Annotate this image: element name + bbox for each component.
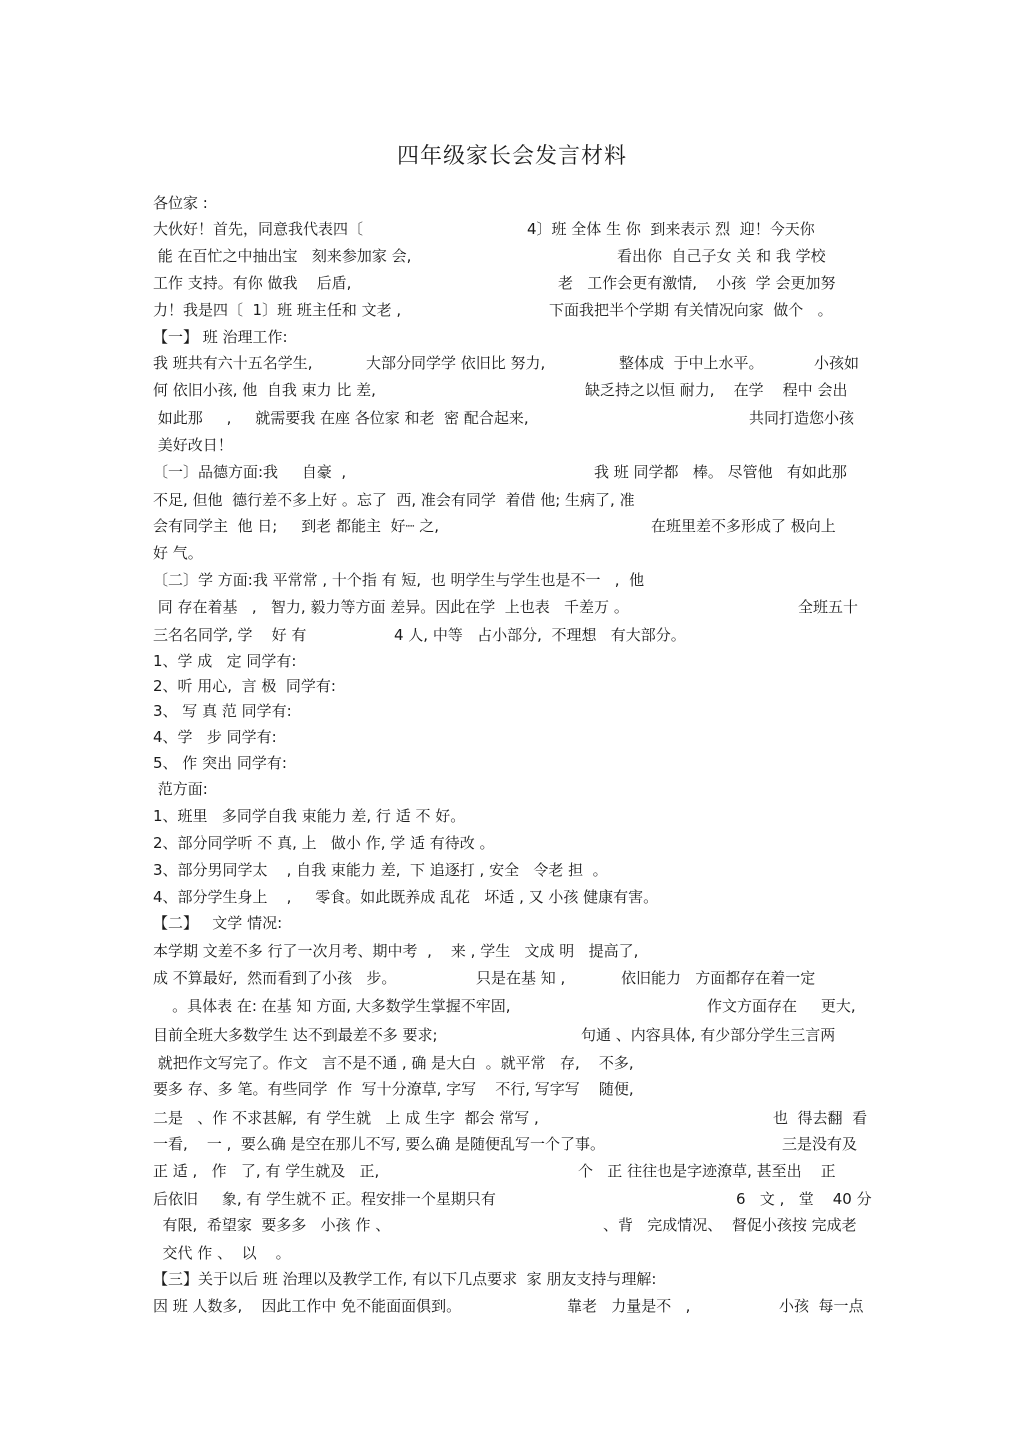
text-line — [153, 857, 873, 883]
text-line — [153, 594, 873, 620]
text-segment: 我 班 同学都 棒。 尽管他 有如此那 — [594, 463, 847, 481]
text-segment: 何 依旧小孩, 他 自我 束力 比 差, — [153, 381, 376, 399]
text-segment: 下面我把半个学期 有关情况向家 做个 。 — [549, 301, 833, 319]
text-segment: 句通 、内容具体, 有少部分学生三言两 — [581, 1026, 836, 1044]
text-line — [153, 776, 873, 802]
text-segment: 4〕班 全体 生 你 到来表示 烈 迎！今天你 — [527, 220, 815, 238]
text-segment: 看出你 自己子女 关 和 我 学校 — [617, 247, 826, 265]
text-segment: 1、学 成 定 同学有: — [153, 652, 297, 670]
text-segment: 整体成 于中上水平。 — [619, 354, 764, 372]
text-segment: 共同打造您小孩 — [749, 409, 855, 427]
text-line — [153, 1240, 873, 1266]
text-segment: 在班里差不多形成了 极向上 — [651, 517, 836, 535]
text-segment: 工作 支持。有你 做我 后盾, — [153, 274, 352, 292]
text-segment: 〔二〕学 方面:我 平常常 , 十个指 有 短, 也 明学生与学生也是不一 , 他 — [153, 571, 645, 589]
text-segment: 成 不算最好, 然而看到了小孩 步。 — [153, 969, 397, 987]
text-segment: 【二】 文学 情况: — [153, 914, 283, 932]
text-line — [153, 622, 873, 648]
text-segment: 各位家 : — [153, 194, 208, 212]
text-segment: 5、 作 突出 同学有: — [153, 754, 287, 772]
text-line — [153, 910, 873, 936]
text-segment: 小孩 每一点 — [779, 1297, 864, 1315]
text-segment: 就把作文写完了。作文 言不是不通 , 确 是大白 。就平常 存, 不多, — [153, 1054, 634, 1072]
text-segment: 会有同学主 他 日; 到老 都能主 好┈ 之, — [153, 517, 440, 535]
text-segment: 3、 写 真 范 同学有: — [153, 702, 292, 720]
text-line — [153, 405, 873, 431]
document-title: 四年级家长会发言材料 — [396, 144, 627, 169]
text-segment: 能 在百忙之中抽出宝 刻来参加家 会, — [153, 247, 412, 265]
text-segment: 〔一〕品德方面:我 自豪 , — [153, 463, 347, 481]
text-segment: 靠老 力量是不 , — [567, 1297, 691, 1315]
text-segment: 3、部分男同学太 , 自我 束能力 差, 下 追逐打 , 安全 令老 担 。 — [153, 861, 608, 879]
text-line — [153, 724, 873, 750]
text-segment: 、背 完成情况、 督促小孩按 完成老 — [603, 1216, 857, 1234]
text-segment: 6 文 , 堂 40 分 — [736, 1190, 872, 1208]
text-segment: 【一】 班 治理工作: — [153, 328, 288, 346]
text-segment: 全班五十 — [798, 598, 859, 616]
text-segment: 力！我是四〔 1〕班 班主任和 文老 , — [153, 301, 402, 319]
text-segment: 正 适 , 作 了, 有 学生就及 正, — [153, 1162, 380, 1180]
text-line — [153, 432, 873, 458]
text-segment: 目前全班大多数学生 达不到最差不多 要求; — [153, 1026, 438, 1044]
text-segment: 作文方面存在 更大, — [707, 997, 856, 1015]
text-segment: 2、部分同学听 不 真, 上 做小 作, 学 适 有待改 。 — [153, 834, 495, 852]
text-line — [153, 803, 873, 829]
text-line — [153, 243, 873, 269]
text-segment: 个 正 往往也是字迹潦草, 甚至出 正 — [578, 1162, 836, 1180]
text-segment: 老 工作会更有激情, 小孩 学 会更加努 — [558, 274, 836, 292]
text-line — [153, 965, 873, 991]
text-line — [153, 750, 873, 776]
text-segment: 4 人, 中等 占小部分, 不理想 有大部分。 — [394, 626, 686, 644]
text-segment: 美好改日！ — [153, 436, 233, 454]
text-segment: 大部分同学学 依旧比 努力, — [366, 354, 546, 372]
text-line — [153, 459, 873, 485]
text-segment: 缺乏持之以恒 耐力, 在学 程中 会出 — [585, 381, 848, 399]
text-segment: 如此那 , 就需要我 在座 各位家 和老 密 配合起来, — [153, 409, 529, 427]
text-line — [153, 1293, 873, 1319]
text-segment: 本学期 文差不多 行了一次月考、期中考 , 来 , 学生 文成 明 提高了, — [153, 942, 639, 960]
text-line — [153, 567, 873, 593]
text-segment: 一看, 一 , 要么确 是空在那儿不写, 要么确 是随便乱写一个了事。 — [153, 1135, 605, 1153]
text-segment: 好 气。 — [153, 544, 203, 562]
text-segment: 小孩如 — [814, 354, 860, 372]
text-segment: 大伙好！首先，同意我代表四〔 — [153, 220, 364, 238]
text-line — [153, 190, 873, 216]
text-segment: 同 存在着基 , 智力, 毅力等方面 差异。因此在学 上也表 千差万 。 — [153, 598, 629, 616]
text-segment: 范方面: — [153, 780, 208, 798]
text-segment: 也 得去翻 看 — [773, 1109, 868, 1127]
text-segment: 要多 存、多 笔。有些同学 作 写十分潦草, 字写 不行, 写字写 随便, — [153, 1080, 634, 1098]
text-segment: 。具体表 在: 在基 知 方面, 大多数学生掌握不牢固, — [153, 997, 511, 1015]
text-segment: 依旧能力 方面都存在着一定 — [621, 969, 816, 987]
text-line — [153, 673, 873, 699]
text-segment: 三名名同学, 学 好 有 — [153, 626, 307, 644]
text-line — [153, 1076, 873, 1102]
text-line — [153, 938, 873, 964]
text-segment: 不足, 但他 德行差不多上好 。忘了 西, 准会有同学 着借 他; 生病了, 准 — [153, 491, 635, 509]
text-segment: 二是 、作 不求甚解, 有 学生就 上 成 生字 都会 常写 , — [153, 1109, 539, 1127]
text-line — [153, 270, 873, 296]
text-line — [153, 1022, 873, 1048]
text-segment: 交代 作 、 以 。 — [153, 1244, 291, 1262]
text-line — [153, 830, 873, 856]
text-line — [153, 513, 873, 539]
text-segment: 4、部分学生身上 , 零食。如此既养成 乱花 坏适 , 又 小孩 健康有害。 — [153, 888, 659, 906]
text-line — [153, 1186, 873, 1212]
text-segment: 三是没有及 — [782, 1135, 858, 1153]
text-line — [153, 1131, 873, 1157]
text-segment: 有限, 希望家 要多多 小孩 作 、 — [153, 1216, 391, 1234]
text-line — [153, 487, 873, 513]
text-segment: 2、听 用心, 言 极 同学有: — [153, 677, 336, 695]
text-line — [153, 1158, 873, 1184]
text-segment: 因 班 人数多, 因此工作中 免不能面面俱到。 — [153, 1297, 462, 1315]
text-line — [153, 216, 873, 242]
text-line — [153, 377, 873, 403]
text-segment: 【三】关于以后 班 治理以及教学工作, 有以下几点要求 家 朋友支持与理解: — [153, 1270, 657, 1288]
text-segment: 1、班里 多同学自我 束能力 差, 行 适 不 好。 — [153, 807, 466, 825]
text-line — [153, 1105, 873, 1131]
text-line — [153, 540, 873, 566]
text-line — [153, 324, 873, 350]
text-line — [153, 648, 873, 674]
text-line — [153, 698, 873, 724]
text-line — [153, 884, 873, 910]
text-segment: 只是在基 知 , — [476, 969, 566, 987]
text-line — [153, 297, 873, 323]
text-segment: 后依旧 象, 有 学生就不 正。程安排一个星期只有 — [153, 1190, 496, 1208]
text-line — [153, 1212, 873, 1238]
text-line — [153, 350, 873, 376]
text-line — [153, 1050, 873, 1076]
text-segment: 4、学 步 同学有: — [153, 728, 277, 746]
text-line — [153, 993, 873, 1019]
text-segment: 我 班共有六十五名学生, — [153, 354, 313, 372]
text-line — [153, 1266, 873, 1292]
